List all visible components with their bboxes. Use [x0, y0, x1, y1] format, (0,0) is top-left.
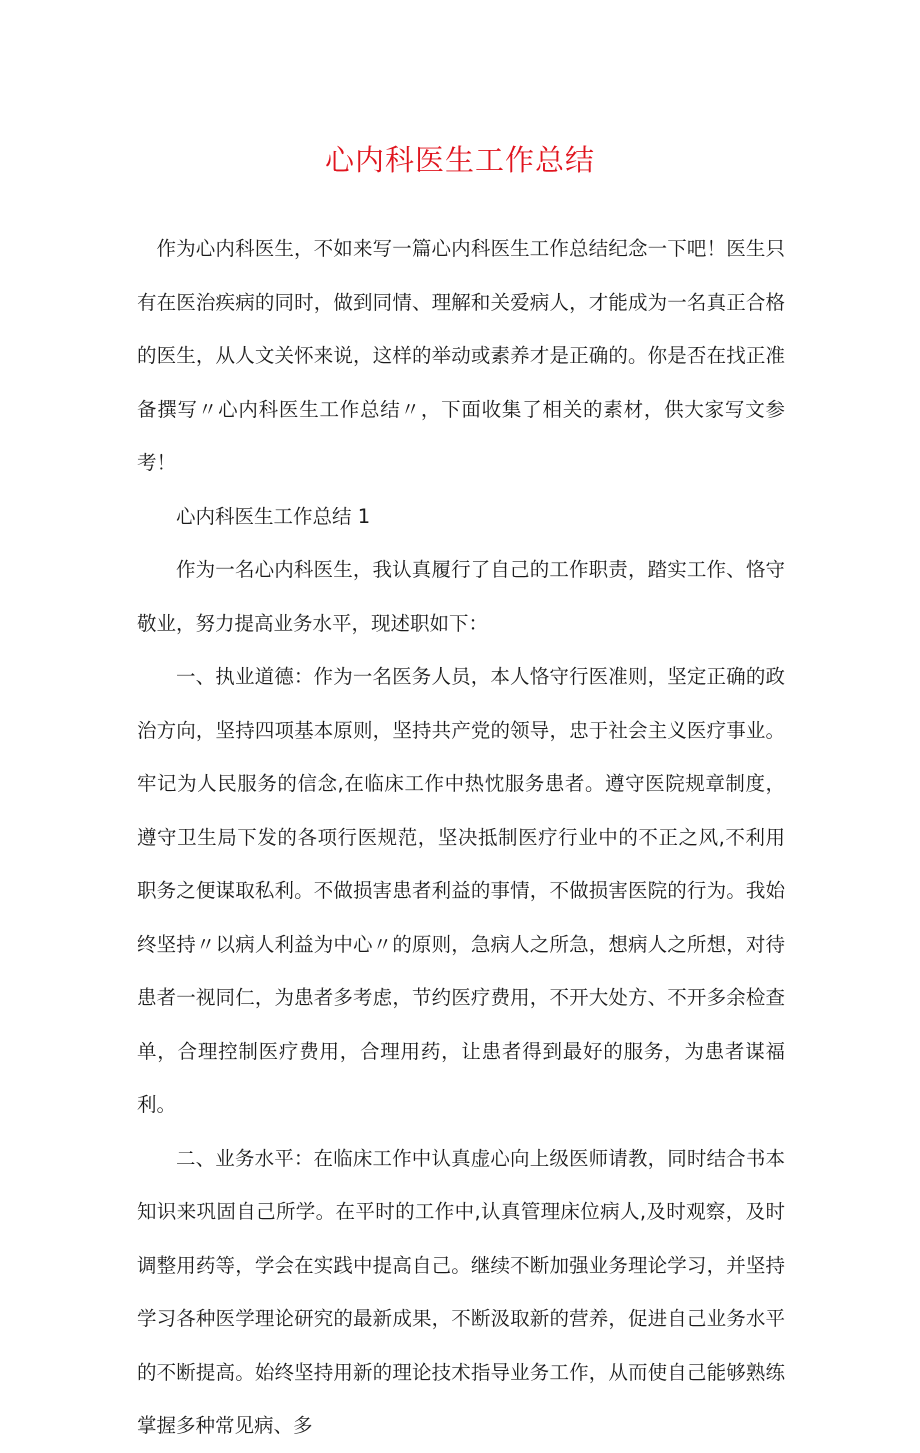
- ethics-paragraph: 一、执业道德：作为一名医务人员，本人恪守行医准则，坚定正确的政治方向，坚持四项基本原则，坚持共产党的领导，忠于社会主义医疗事业。牢记为人民服务的信念,在临床工作中热忱服务患者。遵守医院规章制度，遵守卫生局下发的各项行医规范，坚决抵制医疗行业中的不正之风,不利用职务之便谋取私利。不做损害患者利益的事情，不做损害医院的行为。我始终坚持〃以病人利益为中心〃的原则，急病人之所急，想病人之所想，对待患者一视同仁，为患者多考虑，节约医疗费用，不开大处方、不开多余检查单，合理控制医疗费用，合理用药，让患者得到最好的服务，为患者谋福利。: [137, 665, 785, 1116]
- summary-paragraph: 作为一名心内科医生，我认真履行了自己的工作职责，踏实工作、恪守敬业，努力提高业务水平，现述职如下：: [137, 558, 785, 635]
- intro-paragraph: 作为心内科医生，不如来写一篇心内科医生工作总结纪念一下吧！医生只有在医治疾病的同时，做到同情、理解和关爱病人，才能成为一名真正合格的医生，从人文关怀来说，这样的举动或素养才是正确的。你是否在找正准备撰写〃心内科医生工作总结〃，下面收集了相关的素材，供大家写文参考！: [137, 237, 785, 474]
- section-heading: 心内科医生工作总结 1: [176, 504, 371, 528]
- skills-paragraph: 二、业务水平：在临床工作中认真虚心向上级医师请教，同时结合书本知识来巩固自己所学。在平时的工作中,认真管理床位病人,及时观察，及时调整用药等，学会在实践中提高自己。继续不断加强业务理论学习，并坚持学习各种医学理论研究的最新成果，不断汲取新的营养，促进自己业务水平的不断提高。始终坚持用新的理论技术指导业务工作，从而使自己能够熟练掌握多种常见病、多: [137, 1146, 785, 1437]
- document-body: [137, 222, 785, 1453]
- document-title: 心内科医生工作总结: [324, 143, 595, 177]
